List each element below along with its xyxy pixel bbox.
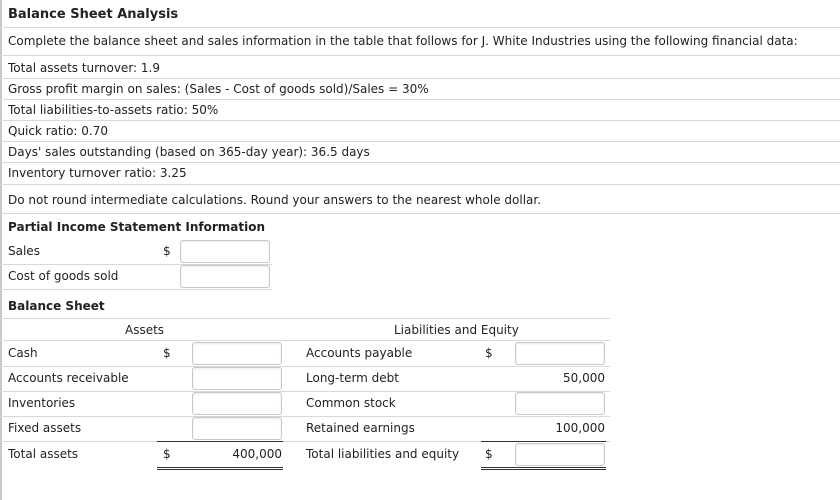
- data-item: Total liabilities-to-assets ratio: 50%: [8, 103, 219, 117]
- left-border: [0, 0, 2, 500]
- cogs-input[interactable]: [180, 265, 270, 288]
- retained-earnings-label: Retained earnings: [306, 421, 415, 435]
- retained-earnings-value: 100,000: [555, 421, 605, 435]
- income-heading: Partial Income Statement Information: [8, 220, 265, 234]
- currency-symbol: $: [163, 244, 171, 258]
- data-item: Days' sales outstanding (based on 365-day year): 36.5 days: [8, 145, 370, 159]
- long-term-debt-value: 50,000: [563, 371, 605, 385]
- sales-input[interactable]: [180, 240, 270, 263]
- total-assets-label: Total assets: [8, 447, 79, 461]
- divider: [0, 289, 272, 290]
- cogs-label: Cost of goods sold: [8, 269, 119, 283]
- double-underline: [481, 469, 606, 470]
- inventories-label: Inventories: [8, 396, 76, 410]
- currency-symbol: $: [163, 447, 171, 461]
- currency-symbol: $: [485, 346, 493, 360]
- sales-label: Sales: [8, 244, 40, 258]
- cash-label: Cash: [8, 346, 38, 360]
- long-term-debt-label: Long-term debt: [306, 371, 400, 385]
- divider: [0, 416, 610, 417]
- fixed-assets-label: Fixed assets: [8, 421, 82, 435]
- divider: [0, 141, 840, 142]
- divider: [0, 213, 840, 214]
- divider: [0, 366, 610, 367]
- data-item: Inventory turnover ratio: 3.25: [8, 166, 187, 180]
- accounts-receivable-input[interactable]: [192, 367, 282, 390]
- divider: [0, 162, 840, 163]
- currency-symbol: $: [485, 447, 493, 461]
- instruction-text: Complete the balance sheet and sales information in the table that follows for J. White Industries using the following financial data:: [8, 34, 798, 48]
- divider: [0, 27, 840, 28]
- assets-header: Assets: [125, 323, 165, 337]
- accounts-payable-label: Accounts payable: [306, 346, 413, 360]
- accounts-payable-input[interactable]: [515, 342, 605, 365]
- balance-sheet-heading: Balance Sheet: [8, 299, 105, 313]
- common-stock-label: Common stock: [306, 396, 396, 410]
- liabilities-equity-header: Liabilities and Equity: [394, 323, 519, 337]
- rounding-note: Do not round intermediate calculations. Round your answers to the nearest whole dollar.: [8, 193, 542, 207]
- divider: [0, 78, 840, 79]
- page-title: Balance Sheet Analysis: [8, 7, 179, 22]
- data-item: Total assets turnover: 1.9: [8, 61, 160, 75]
- cash-input[interactable]: [192, 342, 282, 365]
- total-liabilities-equity-input[interactable]: [515, 443, 605, 466]
- divider: [0, 340, 610, 341]
- divider: [0, 318, 610, 319]
- divider: [0, 55, 840, 56]
- divider: [0, 99, 840, 100]
- double-underline: [481, 467, 606, 468]
- total-assets-value: 400,000: [232, 447, 282, 461]
- accounts-receivable-label: Accounts receivable: [8, 371, 129, 385]
- fixed-assets-input[interactable]: [192, 417, 282, 440]
- total-liabilities-equity-label: Total liabilities and equity: [306, 447, 460, 461]
- divider: [0, 184, 840, 185]
- data-item: Gross profit margin on sales: (Sales - Cost of goods sold)/Sales = 30%: [8, 82, 429, 96]
- inventories-input[interactable]: [192, 392, 282, 415]
- data-item: Quick ratio: 0.70: [8, 124, 108, 138]
- currency-symbol: $: [163, 346, 171, 360]
- double-underline: [157, 467, 283, 468]
- total-underline: [157, 441, 283, 442]
- double-underline: [157, 469, 283, 470]
- common-stock-input[interactable]: [515, 392, 605, 415]
- divider: [0, 120, 840, 121]
- total-underline: [481, 441, 606, 442]
